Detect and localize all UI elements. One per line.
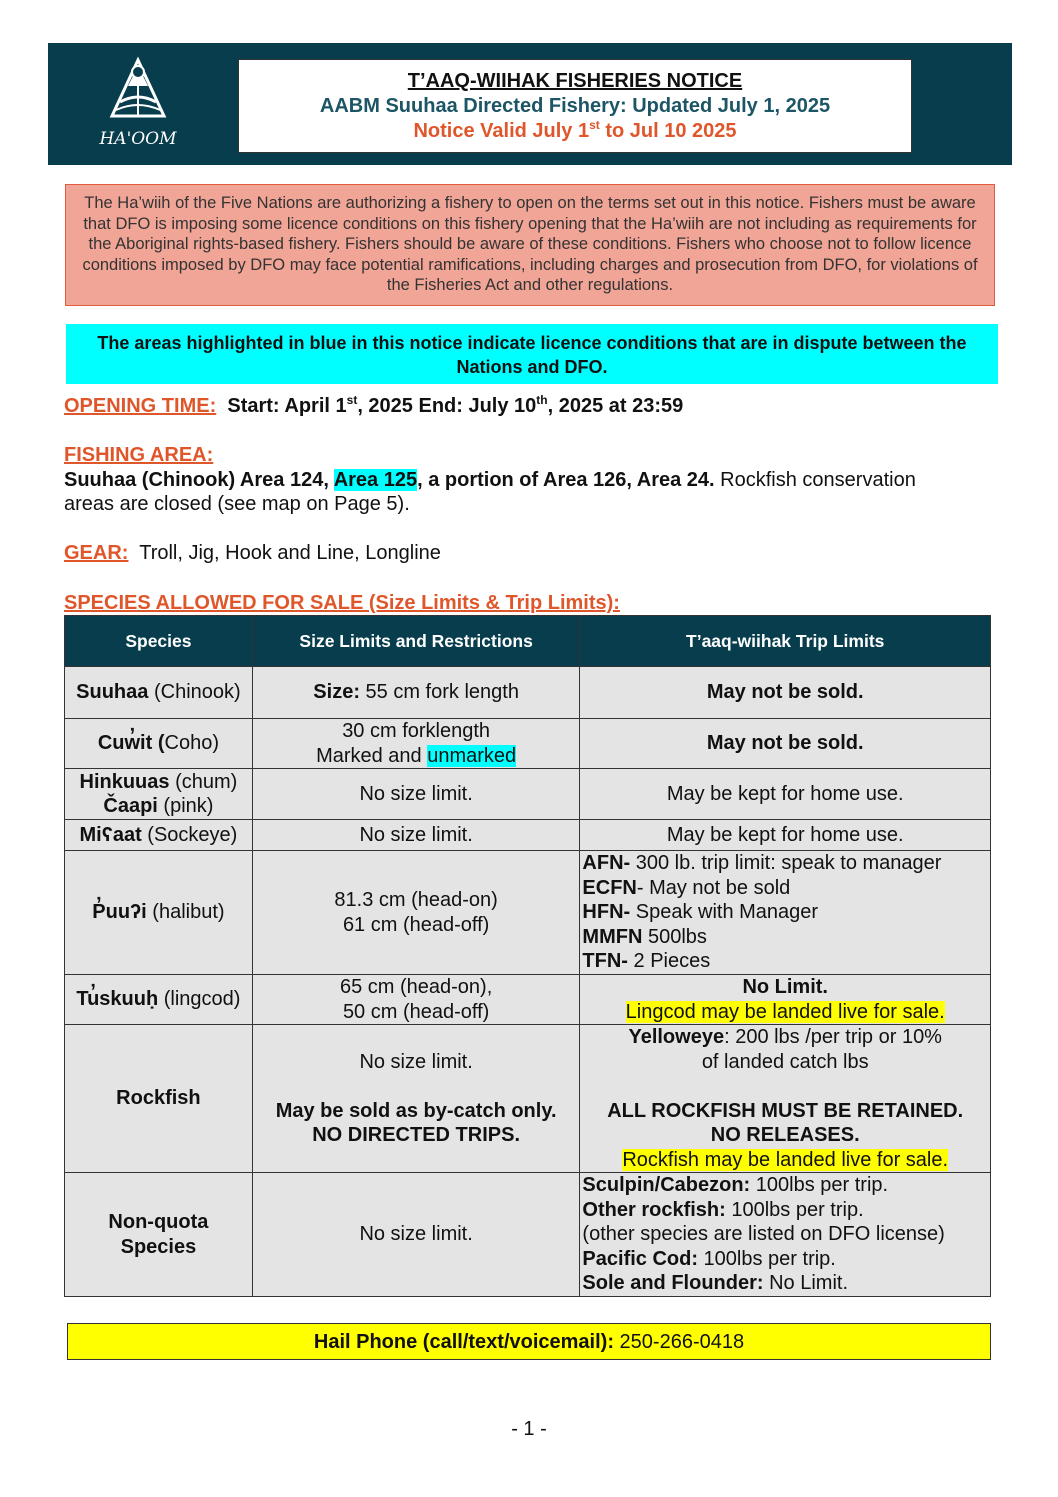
dispute-note: The areas highlighted in blue in this notice indicate licence conditions that are in dispute between the Nations and DFO. [66, 324, 998, 384]
dfo-warning-box: The Ha’wiih of the Five Nations are authorizing a fishery to open on the terms set out in this notice. Fishers must be aware that DFO is imposing some licence conditions on this fishery opening that the Ha’wiih are not including as requirements for the Aboriginal rights-based fishery. Fishers should be aware of these conditions. Fishers who choose not to follow licence conditions imposed by DFO may face potential ramifications, including charges and prosecution from DFO, for violations of the Fisheries Act and other regulations. [65, 184, 995, 306]
col-size-limits: Size Limits and Restrictions [252, 616, 580, 667]
fishing-area-label: FISHING AREA: [64, 444, 214, 466]
gear: GEAR: Troll, Jig, Hook and Line, Longline [64, 542, 441, 564]
table-row: Suuhaa (Chinook) Size: 55 cm fork length May not be sold. [65, 667, 991, 719]
table-row: Non-quota Species No size limit. Sculpin/Cabezon: 100lbs per trip. Other rockfish: 100lbs per trip. (other species are listed on DFO license) Pacific Cod: 100lbs per trip. Sole and Flounder: No Limit. [65, 1173, 991, 1297]
table-row: Miʕaat (Sockeye) No size limit. May be kept for home use. [65, 820, 991, 851]
notice-title-box [238, 59, 912, 153]
table-row: Rockfish No size limit. May be sold as by-catch only. NO DIRECTED TRIPS. Yelloweye: 200 lbs /per trip or 10% of landed catch lbs ALL ROCKFISH MUST BE RETAINED. NO RELEASES. Rockfish may be landed live for sale. [65, 1025, 991, 1173]
area-125-disputed: Area 125 [333, 469, 418, 491]
lingcod-live-highlight: Lingcod may be landed live for sale. [625, 1000, 945, 1023]
opening-time: OPENING TIME: Start: April 1st, 2025 End: July 10th, 2025 at 23:59 [64, 393, 684, 417]
species-table [64, 615, 991, 1297]
page-number: - 1 - [511, 1418, 547, 1440]
haoom-logo [98, 56, 178, 152]
fishing-area-line2: areas are closed (see map on Page 5). [64, 493, 410, 515]
notice-subtitle: AABM Suuhaa Directed Fishery: Updated July 1, 2025 [319, 95, 831, 117]
species-heading: SPECIES ALLOWED FOR SALE (Size Limits & Trip Limits): [64, 592, 620, 614]
opening-time-label: OPENING TIME: [64, 395, 217, 417]
notice-title: T’AAQ-WIIHAK FISHERIES NOTICE [407, 70, 743, 92]
logo-text: HA'OOM [99, 129, 177, 149]
notice-validity: Notice Valid July 1st to Jul 10 2025 [413, 118, 737, 142]
table-row: P̓uuʔi (halibut) 81.3 cm (head-on) 61 cm (head-off) AFN- 300 lb. trip limit: speak to manager ECFN- May not be sold HFN- Speak with Manager MMFN 500lbs TFN- 2 Pieces [65, 851, 991, 975]
table-row: Cuw̓it (Coho) 30 cm forklength Marked and unmarked May not be sold. [65, 719, 991, 769]
table-row: Tu̓skuuḥ (lingcod) 65 cm (head-on), 50 cm (head-off) No Limit. Lingcod may be landed live for sale. [65, 975, 991, 1025]
hail-phone-box [67, 1323, 991, 1360]
table-header-row [65, 616, 991, 667]
unmarked-disputed: unmarked [427, 744, 517, 767]
col-trip-limits: T’aaq-wiihak Trip Limits [580, 616, 991, 667]
hail-label: Hail Phone (call/text/voicemail): [313, 1331, 614, 1353]
table-row: Hinkuuas (chum) Čaapi (pink) No size limit. May be kept for home use. [65, 769, 991, 820]
col-species: Species [65, 616, 253, 667]
rockfish-live-highlight: Rockfish may be landed live for sale. [622, 1148, 949, 1171]
fishing-area-line1: Suuhaa (Chinook) Area 124, Area 125, a portion of Area 126, Area 24. Rockfish conservation [64, 469, 916, 491]
hail-number[interactable]: 250-266-0418 [613, 1331, 745, 1353]
